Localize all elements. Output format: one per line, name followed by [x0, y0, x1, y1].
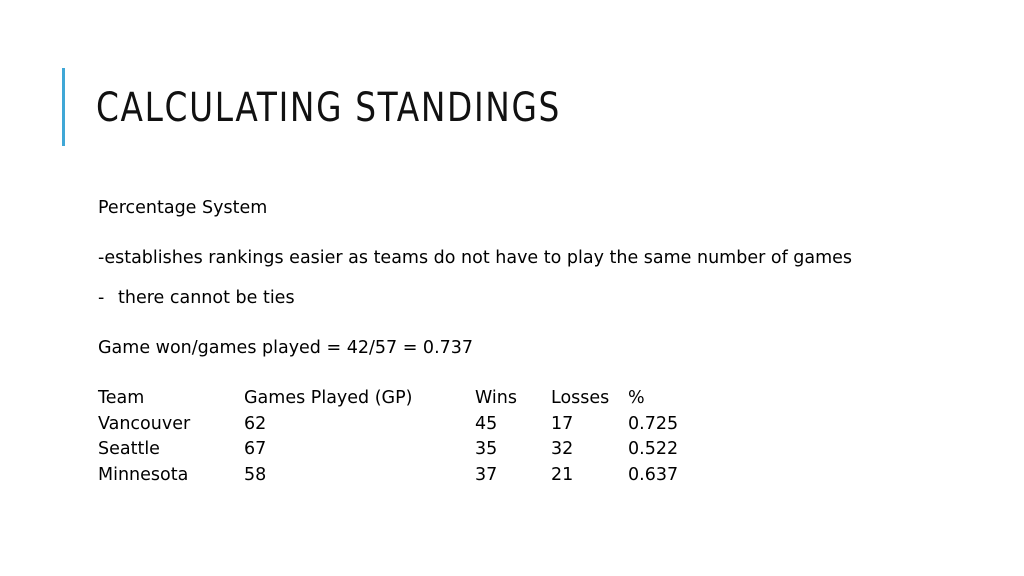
cell-percentage: 0.637: [628, 464, 679, 485]
header-games-played: Games Played (GP): [244, 388, 413, 408]
formula-text: Game won/games played = 42/57 = 0.737: [98, 338, 474, 358]
cell-losses: 17: [551, 413, 574, 434]
table-row: [98, 412, 698, 438]
cell-team: Seattle: [98, 439, 160, 459]
standings-table: [98, 386, 698, 488]
bullet-item: [98, 246, 858, 271]
cell-games-played: 58: [244, 464, 267, 485]
header-percentage: %: [628, 388, 645, 408]
table-row: [98, 463, 698, 489]
cell-percentage: 0.725: [628, 413, 679, 434]
slide-body: [98, 196, 858, 488]
cell-wins: 45: [475, 413, 498, 434]
bullet-text: there cannot be ties: [118, 288, 295, 308]
cell-wins: 37: [475, 464, 498, 485]
cell-team: Vancouver: [98, 413, 191, 434]
table-header-row: [98, 386, 698, 412]
cell-games-played: 62: [244, 413, 267, 434]
cell-percentage: 0.522: [628, 439, 679, 459]
cell-games-played: 67: [244, 439, 267, 459]
cell-wins: 35: [475, 439, 498, 459]
cell-team: Minnesota: [98, 464, 189, 485]
bullet-dash: -: [98, 288, 105, 308]
title-accent-bar: [62, 68, 65, 146]
cell-losses: 32: [551, 439, 574, 459]
section-heading: Percentage System: [98, 198, 268, 218]
bullet-item: [98, 286, 858, 311]
header-team: Team: [98, 388, 145, 408]
slide-title: CALCULATING STANDINGS: [96, 85, 561, 131]
bullet-text: establishes rankings easier as teams do not have to play the same number of games: [104, 248, 853, 268]
header-wins: Wins: [475, 388, 517, 408]
bullet-dash: -: [98, 248, 105, 268]
header-losses: Losses: [551, 388, 610, 408]
table-row: [98, 437, 698, 463]
cell-losses: 21: [551, 464, 574, 485]
